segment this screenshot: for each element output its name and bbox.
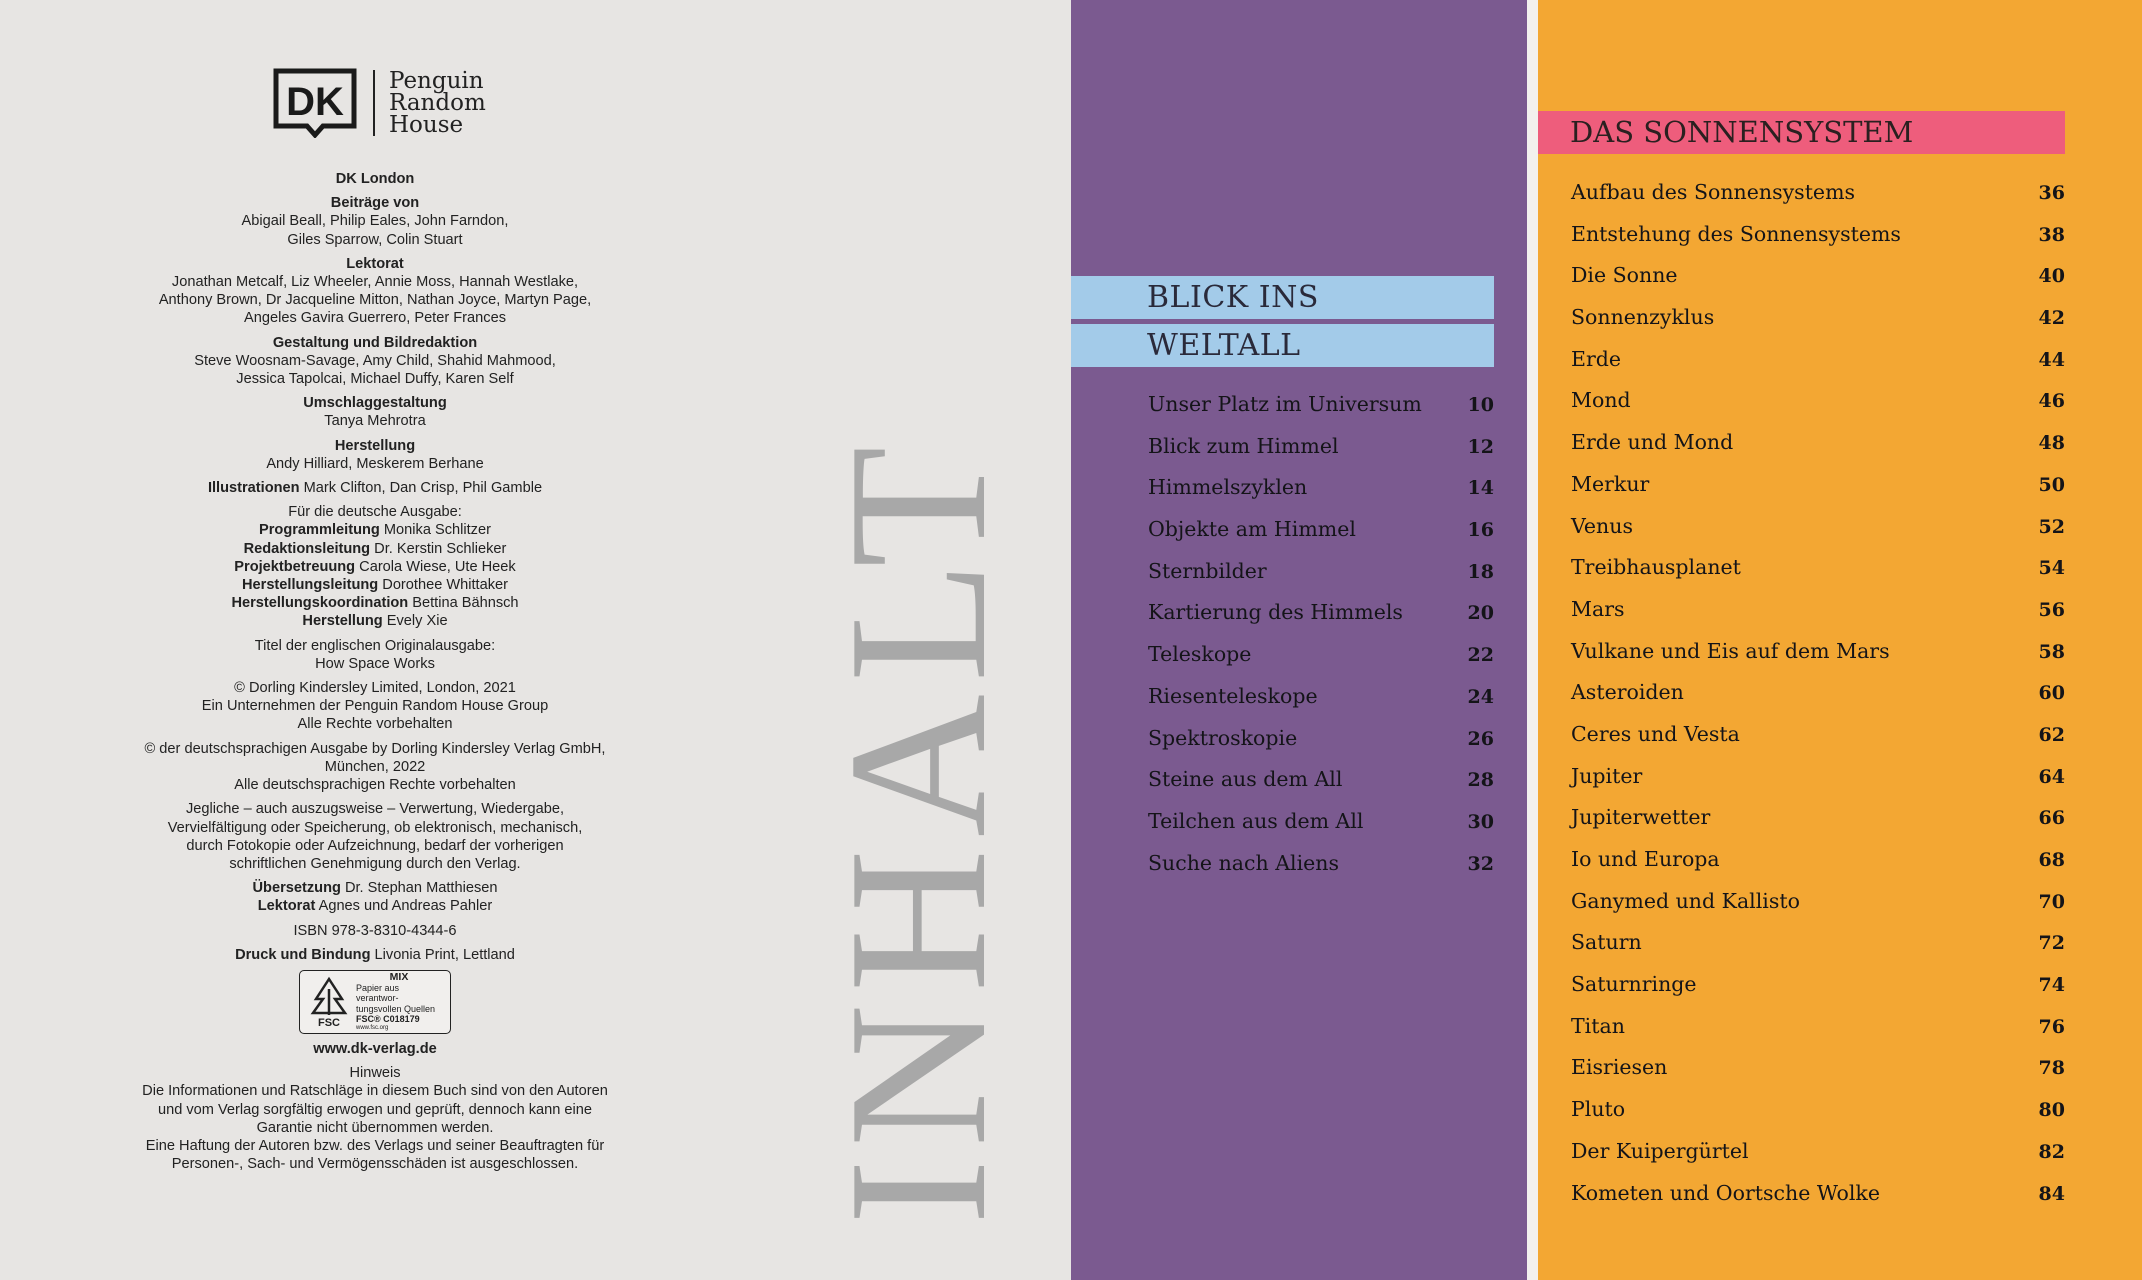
imprint-line-text: Anthony Brown, Dr Jacqueline Mitton, Nathan Joyce, Martyn Page,	[158, 292, 592, 309]
toc-entry[interactable]	[1571, 722, 2065, 764]
fsc-logo-label: FSC	[318, 1016, 340, 1029]
toc-entry[interactable]	[1148, 600, 1494, 642]
toc-entry-title: Himmelszyklen	[1148, 475, 1308, 500]
imprint-line-label: Gestaltung und Bildredaktion	[272, 334, 478, 351]
imprint-line	[130, 291, 620, 309]
toc-entry-page: 52	[2038, 515, 2065, 538]
toc-entry-page: 14	[1467, 477, 1494, 500]
toc-entry[interactable]	[1148, 726, 1494, 768]
imprint-line-text: Abigail Beall, Philip Eales, John Farndon,	[241, 213, 509, 230]
toc-entry-title: Treibhausplanet	[1571, 555, 1741, 580]
toc-entry-page: 40	[2038, 265, 2065, 288]
imprint-line	[130, 1137, 620, 1155]
publisher-line: Penguin	[389, 68, 484, 94]
imprint-line-text: Tanya Mehrotra	[324, 413, 426, 430]
toc-entry[interactable]	[1571, 180, 2065, 222]
dk-logo-text: DK	[286, 80, 344, 124]
imprint-line-text: Für die deutsche Ausgabe:	[288, 504, 462, 521]
imprint-line	[130, 1155, 620, 1173]
toc-entry-title: Sternbilder	[1148, 558, 1267, 583]
toc-entry[interactable]	[1571, 514, 2065, 556]
toc-entry[interactable]	[1571, 222, 2065, 264]
imprint-line-label: Lektorat	[346, 255, 404, 272]
imprint-line	[130, 740, 620, 758]
publisher-name	[389, 70, 486, 136]
imprint-line	[130, 503, 620, 521]
imprint-line	[130, 521, 620, 539]
imprint-line-label: Illustrationen	[207, 480, 300, 497]
imprint-line-text: Carola Wiese, Ute Heek	[355, 558, 516, 575]
imprint-line	[130, 309, 620, 327]
imprint-notice	[130, 1040, 620, 1173]
imprint-line-text: Jegliche – auch auszugsweise – Verwertung, Wiedergabe,	[185, 801, 565, 818]
imprint-line	[130, 1064, 620, 1082]
toc-entry[interactable]	[1571, 1181, 2065, 1223]
imprint-line	[130, 212, 620, 230]
toc-entry-title: Spektroskopie	[1148, 725, 1298, 750]
imprint-line	[130, 855, 620, 873]
toc-entry-title: Mond	[1571, 388, 1631, 413]
toc-entry-title: Pluto	[1571, 1097, 1626, 1122]
toc-entry-page: 10	[1467, 394, 1494, 416]
contents-section-sonnensystem	[1538, 0, 2142, 1280]
imprint-line-label: Übersetzung	[252, 880, 341, 897]
toc-list-blick	[1148, 392, 1494, 892]
imprint-line-text: Die Informationen und Ratschläge in diesem Buch sind von den Autoren	[142, 1083, 608, 1100]
imprint-line	[130, 540, 620, 558]
toc-entry-page: 80	[2038, 1099, 2065, 1122]
toc-entry-page: 84	[2038, 1182, 2065, 1205]
imprint-credits	[130, 170, 620, 964]
imprint-line-text: Dorothee Whittaker	[378, 577, 508, 594]
imprint-line	[130, 412, 620, 430]
imprint-line[interactable]	[130, 1040, 620, 1058]
toc-entry-page: 72	[2038, 932, 2065, 955]
toc-entry-page: 30	[1467, 810, 1494, 833]
imprint-line	[130, 437, 620, 455]
imprint-text	[130, 170, 620, 1173]
imprint-line	[130, 394, 620, 412]
toc-entry-page: 62	[2038, 723, 2065, 746]
toc-entry-title: Der Kuipergürtel	[1571, 1138, 1749, 1163]
imprint-line	[130, 334, 620, 352]
toc-entry-page: 76	[2038, 1015, 2065, 1038]
imprint-line-text: München, 2022	[324, 758, 426, 775]
toc-entry-page: 42	[2038, 307, 2065, 330]
contents-section-blick	[1071, 0, 1527, 1280]
imprint-line	[130, 1119, 620, 1137]
toc-entry-page: 12	[1467, 435, 1494, 458]
imprint-line-text: Garantie nicht übernommen werden.	[256, 1119, 494, 1136]
toc-entry-page: 78	[2038, 1057, 2065, 1080]
imprint-line-text: Monika Schlitzer	[379, 522, 491, 539]
imprint-line	[130, 194, 620, 212]
toc-entry-title: Eisriesen	[1571, 1055, 1668, 1080]
toc-entry[interactable]	[1148, 559, 1494, 601]
toc-entry[interactable]	[1571, 889, 2065, 931]
toc-entry-title: Erde und Mond	[1571, 430, 1734, 455]
toc-entry[interactable]	[1571, 347, 2065, 389]
imprint-line-text: schriftlichen Genehmigung durch den Verlag.	[229, 855, 521, 872]
fsc-line: Papier aus verantwor-	[356, 982, 400, 1004]
imprint-line-text: Dr. Kerstin Schlieker	[370, 540, 507, 557]
toc-entry[interactable]	[1571, 263, 2065, 305]
imprint-line	[130, 679, 620, 697]
toc-entry-page: 22	[1467, 644, 1494, 667]
imprint-line-text: © der deutschsprachigen Ausgabe by Dorling Kindersley Verlag GmbH,	[144, 740, 606, 757]
imprint-line-label: www.dk-verlag.de	[313, 1040, 437, 1057]
toc-entry-title: Titan	[1571, 1013, 1625, 1038]
imprint-line	[130, 879, 620, 897]
toc-entry-title: Erde	[1571, 346, 1622, 371]
imprint-line	[130, 612, 620, 630]
imprint-line	[130, 370, 620, 388]
imprint-line-text: Agnes und Andreas Pahler	[315, 898, 493, 915]
fsc-label	[299, 970, 451, 1034]
imprint-line	[130, 946, 620, 964]
toc-entry-title: Asteroiden	[1571, 680, 1684, 705]
toc-entry[interactable]	[1148, 392, 1494, 434]
imprint-line-label: Druck und Bindung	[235, 946, 371, 963]
imprint-line-text: Titel der englischen Originalausgabe:	[254, 637, 496, 654]
imprint-line	[130, 352, 620, 370]
fsc-tree-icon	[308, 975, 350, 1029]
toc-entry-title: Venus	[1571, 513, 1633, 538]
dk-logo-icon	[273, 68, 357, 138]
toc-entry-title: Suche nach Aliens	[1148, 850, 1339, 875]
toc-entry[interactable]	[1148, 642, 1494, 684]
imprint-line-label: Beiträge von	[330, 195, 420, 212]
imprint-line-text: Personen-, Sach- und Vermögensschäden ist ausgeschlossen.	[171, 1156, 579, 1173]
toc-entry-page: 74	[2038, 974, 2065, 997]
toc-entry-title: Aufbau des Sonnensystems	[1571, 180, 1856, 204]
imprint-line	[130, 231, 620, 249]
imprint-line-text: Evely Xie	[382, 613, 448, 630]
imprint-line-text: Jonathan Metcalf, Liz Wheeler, Annie Moss, Hannah Westlake,	[171, 274, 579, 291]
toc-entry[interactable]	[1148, 434, 1494, 476]
imprint-line-label: Projektbetreuung	[234, 558, 356, 575]
imprint-line-text: Livonia Print, Lettland	[370, 946, 515, 963]
toc-entry-page: 46	[2038, 390, 2065, 413]
imprint-line-text: Mark Clifton, Dan Crisp, Phil Gamble	[299, 480, 543, 497]
toc-entry[interactable]	[1148, 767, 1494, 809]
toc-entry[interactable]	[1571, 639, 2065, 681]
imprint-line-text: © Dorling Kindersley Limited, London, 2021	[234, 680, 516, 697]
imprint-line-label: Programmleitung	[259, 522, 380, 539]
fsc-code: FSC® C018179	[356, 1014, 420, 1025]
toc-entry[interactable]	[1571, 930, 2065, 972]
toc-entry-title: Vulkane und Eis auf dem Mars	[1571, 638, 1890, 663]
imprint-line-label: Lektorat	[257, 898, 316, 915]
publisher-logo	[273, 68, 486, 138]
toc-entry-title: Entstehung des Sonnensystems	[1571, 221, 1901, 246]
toc-list-sonnensystem	[1571, 180, 2065, 1222]
imprint-line	[130, 170, 620, 188]
toc-entry-page: 24	[1467, 685, 1494, 708]
imprint-line	[130, 1101, 620, 1119]
toc-entry[interactable]	[1571, 805, 2065, 847]
imprint-line	[130, 922, 620, 940]
imprint-line-label: Herstellung	[302, 613, 383, 630]
imprint-line-text: ISBN 978-3-8310-4344-6	[293, 922, 457, 939]
toc-entry-title: Saturnringe	[1571, 972, 1697, 997]
toc-entry-page: 18	[1467, 560, 1494, 583]
imprint-line	[130, 455, 620, 473]
toc-entry[interactable]	[1571, 430, 2065, 472]
toc-entry[interactable]	[1148, 684, 1494, 726]
publisher-line: House	[389, 112, 464, 138]
fsc-url: www.fsc.org	[356, 1024, 389, 1031]
imprint-line-text: Ein Unternehmen der Penguin Random House Group	[201, 698, 549, 715]
imprint-line-label: DK London	[335, 171, 415, 187]
imprint-line	[130, 255, 620, 273]
imprint-line-text: Jessica Tapolcai, Michael Duffy, Karen Self	[236, 371, 514, 388]
imprint-line	[130, 837, 620, 855]
toc-entry-title: Unser Platz im Universum	[1148, 392, 1422, 416]
imprint-line	[130, 819, 620, 837]
toc-entry-page: 56	[2038, 598, 2065, 621]
toc-entry-page: 60	[2038, 682, 2065, 705]
imprint-line-label: Umschlaggestaltung	[303, 395, 447, 412]
toc-entry[interactable]	[1571, 972, 2065, 1014]
fsc-line: tungsvollen Quellen	[356, 1003, 436, 1014]
toc-entry-title: Io und Europa	[1571, 847, 1720, 871]
imprint-line-text: Alle Rechte vorbehalten	[297, 716, 453, 733]
toc-entry-title: Die Sonne	[1571, 263, 1678, 288]
toc-entry[interactable]	[1571, 597, 2065, 639]
toc-entry[interactable]	[1571, 472, 2065, 514]
imprint-line	[130, 715, 620, 733]
toc-entry-page: 32	[1467, 852, 1494, 875]
toc-entry-page: 28	[1467, 769, 1494, 792]
toc-entry-title: Teilchen aus dem All	[1148, 808, 1364, 833]
contents-title: INHALT	[808, 434, 1027, 1225]
imprint-line-text: und vom Verlag sorgfältig erwogen und geprüft, dennoch kann eine	[157, 1101, 593, 1118]
fsc-text	[356, 972, 442, 1032]
imprint-line-text: Alle deutschsprachigen Rechte vorbehalten	[234, 777, 516, 794]
imprint-line-label: Herstellungsleitung	[241, 577, 379, 594]
toc-entry-page: 36	[2038, 182, 2065, 204]
imprint-line	[130, 273, 620, 291]
imprint-line-text: Steve Woosnam-Savage, Amy Child, Shahid Mahmood,	[194, 352, 556, 369]
toc-entry-title: Jupiterwetter	[1571, 805, 1711, 830]
toc-entry-title: Mars	[1571, 596, 1625, 621]
toc-entry-title: Ganymed und Kallisto	[1571, 888, 1800, 913]
imprint-line	[130, 776, 620, 794]
toc-entry-page: 64	[2038, 765, 2065, 788]
toc-entry[interactable]	[1571, 555, 2065, 597]
toc-entry-page: 68	[2038, 849, 2065, 871]
toc-entry-title: Jupiter	[1571, 763, 1643, 788]
toc-entry-page: 16	[1467, 519, 1494, 542]
page-gutter	[1527, 0, 1538, 1280]
toc-entry-page: 20	[1467, 602, 1494, 625]
toc-entry[interactable]	[1571, 1055, 2065, 1097]
toc-entry-title: Merkur	[1571, 471, 1650, 496]
toc-entry-page: 58	[2038, 640, 2065, 663]
toc-entry-page: 70	[2038, 890, 2065, 913]
toc-entry-page: 44	[2038, 348, 2065, 371]
toc-entry[interactable]	[1571, 680, 2065, 722]
toc-entry-page: 38	[2038, 223, 2065, 246]
imprint-line-text: Giles Sparrow, Colin Stuart	[287, 231, 463, 248]
imprint-line-text: Bettina Bähnsch	[408, 595, 519, 612]
toc-entry-title: Riesenteleskope	[1148, 683, 1318, 708]
toc-entry-page: 66	[2038, 807, 2065, 830]
publisher-line: Random	[389, 90, 486, 116]
imprint-line-label: Herstellung	[334, 437, 416, 454]
toc-entry-title: Steine aus dem All	[1148, 767, 1343, 792]
toc-entry[interactable]	[1571, 305, 2065, 347]
toc-entry[interactable]	[1571, 1139, 2065, 1181]
section-title: DAS SONNENSYSTEM	[1538, 111, 2065, 154]
imprint-line-text: Vervielfältigung oder Speicherung, ob elektronisch, mechanisch,	[167, 819, 583, 836]
imprint-line-text: How Space Works	[315, 655, 435, 672]
toc-entry-page: 50	[2038, 473, 2065, 496]
imprint-line-text: Eine Haftung der Autoren bzw. des Verlags und seiner Beauftragten für	[145, 1137, 605, 1154]
toc-entry[interactable]	[1148, 475, 1494, 517]
imprint-line-text: Andy Hilliard, Meskerem Berhane	[266, 455, 484, 472]
imprint-line	[130, 758, 620, 776]
toc-entry-page: 54	[2038, 557, 2065, 580]
imprint-line	[130, 655, 620, 673]
toc-entry-title: Saturn	[1571, 930, 1642, 955]
imprint-line-text: durch Fotokopie oder Aufzeichnung, bedarf der vorherigen	[186, 837, 564, 854]
imprint-line	[130, 576, 620, 594]
imprint-line	[130, 697, 620, 715]
imprint-line	[130, 594, 620, 612]
toc-entry-title: Objekte am Himmel	[1148, 517, 1356, 542]
imprint-line	[130, 1082, 620, 1100]
toc-entry-page: 48	[2038, 432, 2065, 455]
toc-entry-title: Blick zum Himmel	[1148, 433, 1339, 458]
imprint-line-label: Redaktionsleitung	[243, 540, 371, 557]
toc-entry-title: Sonnenzyklus	[1571, 305, 1715, 330]
imprint-line	[130, 897, 620, 915]
imprint-line-text: Angeles Gavira Guerrero, Peter Frances	[244, 310, 506, 327]
imprint-line	[130, 479, 620, 497]
toc-entry-title: Ceres und Vesta	[1571, 721, 1740, 746]
toc-entry-title: Teleskope	[1148, 642, 1252, 667]
toc-entry-title: Kometen und Oortsche Wolke	[1571, 1180, 1880, 1205]
section-title-line1: BLICK INS	[1071, 276, 1494, 319]
imprint-line-label: Herstellungskoordination	[231, 595, 409, 612]
toc-entry[interactable]	[1571, 1014, 2065, 1056]
toc-entry[interactable]	[1148, 809, 1494, 851]
toc-entry[interactable]	[1148, 517, 1494, 559]
imprint-line	[130, 558, 620, 576]
toc-entry[interactable]	[1571, 388, 2065, 430]
toc-entry-page: 82	[2038, 1140, 2065, 1163]
toc-entry[interactable]	[1148, 851, 1494, 893]
fsc-mix: MIX	[389, 971, 409, 984]
imprint-line-text: Hinweis	[349, 1065, 401, 1082]
section-title-line2: WELTALL	[1071, 324, 1494, 367]
imprint-line	[130, 800, 620, 818]
imprint-line	[130, 637, 620, 655]
toc-entry[interactable]	[1571, 1097, 2065, 1139]
toc-entry[interactable]	[1571, 847, 2065, 889]
imprint-line-text: Dr. Stephan Matthiesen	[340, 880, 498, 897]
toc-entry[interactable]	[1571, 764, 2065, 806]
toc-entry-title: Kartierung des Himmels	[1148, 600, 1403, 625]
logo-divider	[373, 70, 375, 136]
toc-entry-page: 26	[1467, 727, 1494, 750]
